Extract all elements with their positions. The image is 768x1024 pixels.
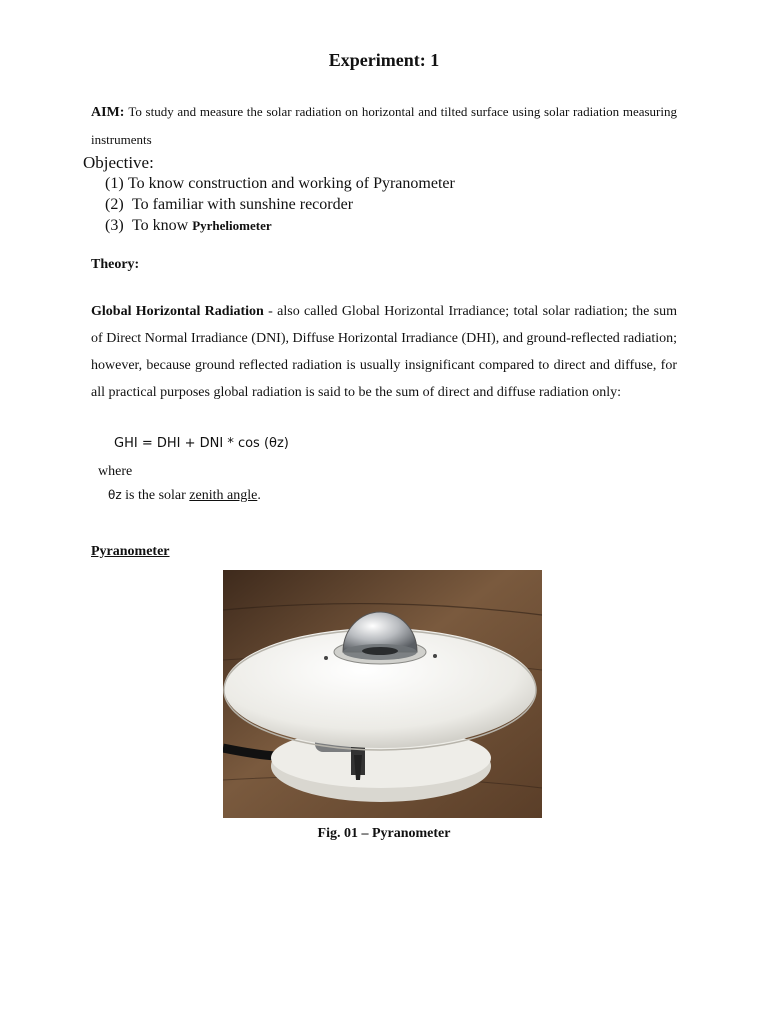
page-title: Experiment: 1 <box>328 50 440 70</box>
zenith-line <box>108 488 261 504</box>
objective-bold-term: Pyrheliometer <box>192 218 272 233</box>
figure-caption: Fig. 01 – Pyranometer <box>317 826 451 841</box>
objective-heading: Objective: <box>83 153 154 172</box>
zenith-angle-link[interactable]: zenith angle <box>189 488 258 503</box>
pyranometer-heading: Pyranometer <box>91 544 170 559</box>
objective-number: (3) <box>105 217 124 234</box>
objective-number: (1) <box>105 175 124 192</box>
objective-text: To know construction and working of Pyranometer <box>128 175 455 192</box>
theta-symbol: θz <box>108 488 122 502</box>
ghi-equation: GHI = DHI + DNI * cos (θz) <box>114 436 289 451</box>
aim-label: AIM: <box>91 105 125 120</box>
objective-item <box>105 175 455 193</box>
zenith-post: . <box>257 488 261 503</box>
zenith-pre: is the solar <box>121 488 190 503</box>
where-label: where <box>98 464 133 479</box>
objective-text: To familiar with sunshine recorder <box>132 196 354 213</box>
ghr-paragraph <box>91 298 677 406</box>
objective-text: To know <box>132 217 193 234</box>
ghr-term: Global Horizontal Radiation <box>91 304 264 319</box>
objective-item <box>105 217 272 235</box>
aim-paragraph <box>91 98 677 154</box>
ghr-text: - also called Global Horizontal Irradiance; total solar radiation; the sum of Direct Normal Irradiance (DNI), Diffuse Horizontal Irradiance (DHI), and ground-reflected radiation; however, because ground reflected radiation is usually insignificant compared to direct and diffuse, for all practical purposes global radiation is said to be the sum of direct and diffuse radiation only: <box>91 304 677 400</box>
theory-heading: Theory: <box>91 257 140 272</box>
aim-text: To study and measure the solar radiation on horizontal and tilted surface using solar radiation measuring instruments <box>91 104 677 147</box>
objective-item <box>105 196 353 214</box>
objective-number: (2) <box>105 196 124 213</box>
pyranometer-photo <box>223 570 542 818</box>
